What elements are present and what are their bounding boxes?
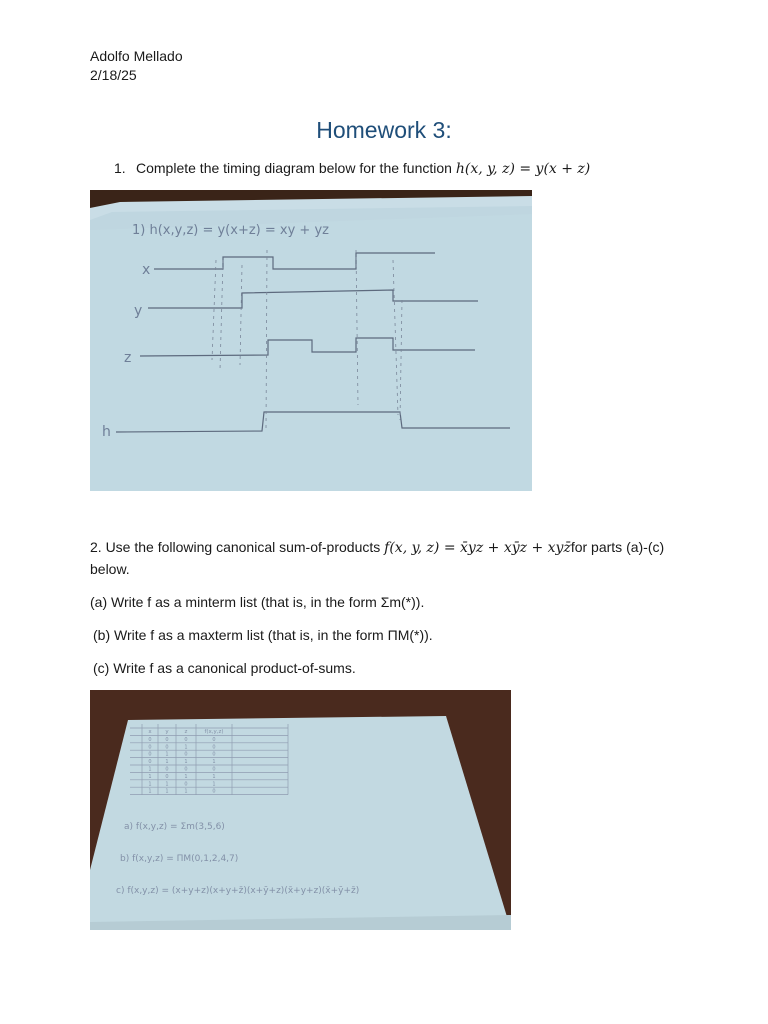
signal-label-y: y: [134, 303, 143, 319]
table-cell: 1: [184, 773, 188, 780]
table-cell: 1: [165, 781, 169, 788]
table-cell: 0: [212, 751, 216, 758]
truth-table-drawing: [90, 690, 511, 930]
table-cell: 1: [184, 759, 188, 766]
table-cell: 0: [148, 744, 152, 751]
table-cell: 0: [165, 736, 169, 743]
table-cell: 1: [165, 751, 169, 758]
question-2-part-c: (c) Write f as a canonical product-of-sums.: [93, 660, 356, 676]
table-cell: 0: [184, 766, 188, 773]
table-cell: 0: [148, 751, 152, 758]
table-cell: 0: [212, 736, 216, 743]
question-2: [90, 537, 690, 580]
question-2-part-b: (b) Write f as a maxterm list (that is, in the form ΠM(*)).: [93, 627, 433, 643]
question-2-text-after: for parts (a)-(c) below.: [90, 539, 665, 577]
answer-c: c) f(x,y,z) = (x+y+z)(x+y+z̄)(x+ȳ+z)(x̄+y+z)(x̄+ȳ+z̄): [116, 886, 360, 896]
question-1-number: 1.: [114, 160, 126, 176]
question-1-text: Complete the timing diagram below for the function: [136, 160, 456, 176]
table-cell: 0: [165, 773, 169, 780]
table-cell: 1: [148, 781, 152, 788]
handwritten-heading: 1) h(x,y,z) = y(x+z) = xy + yz: [132, 223, 329, 238]
table-cell: 0: [184, 736, 188, 743]
table-cell: 0: [212, 788, 216, 795]
signal-label-x: x: [142, 262, 151, 278]
table-cell: 1: [165, 759, 169, 766]
table-cell: 1: [165, 788, 169, 795]
signal-label-h: h: [102, 424, 111, 440]
table-cell: 1: [212, 759, 216, 766]
table-header-cell: z: [184, 729, 188, 735]
question-2-text-before: 2. Use the following canonical sum-of-products: [90, 539, 385, 555]
answer-b: b) f(x,y,z) = ΠM(0,1,2,4,7): [120, 854, 239, 864]
table-cell: 0: [212, 766, 216, 773]
table-cell: 0: [165, 766, 169, 773]
table-cell: 0: [165, 744, 169, 751]
table-cell: 0: [184, 751, 188, 758]
table-cell: 1: [184, 744, 188, 751]
question-2-formula: f(x, y, z) = x̄yz + xȳz + xyz̄: [384, 540, 571, 556]
table-cell: 1: [148, 788, 152, 795]
table-cell: 1: [212, 773, 216, 780]
table-cell: 1: [184, 788, 188, 795]
table-cell: 0: [148, 736, 152, 743]
question-1-formula: h(x, y, z) = y(x + z): [455, 161, 591, 177]
timing-diagram-drawing: [90, 190, 532, 491]
table-cell: 0: [148, 759, 152, 766]
page-title: Homework 3:: [316, 117, 452, 143]
timing-diagram-photo: [90, 190, 532, 491]
question-1: [114, 158, 590, 179]
table-cell: 1: [148, 766, 152, 773]
answer-a: a) f(x,y,z) = Σm(3,5,6): [124, 822, 225, 832]
table-header-cell: f(x,y,z): [204, 729, 224, 735]
table-header-cell: y: [165, 729, 169, 735]
signal-label-z: z: [124, 350, 132, 366]
question-2-part-a: (a) Write f as a minterm list (that is, in the form Σm(*)).: [90, 594, 425, 610]
author-name: Adolfo Mellado: [90, 48, 183, 64]
date: 2/18/25: [90, 67, 137, 83]
table-cell: 0: [184, 781, 188, 788]
table-cell: 1: [148, 773, 152, 780]
truth-table-photo: [90, 690, 511, 930]
table-cell: 0: [212, 744, 216, 751]
table-header-cell: x: [148, 729, 152, 735]
table-cell: 1: [212, 781, 216, 788]
